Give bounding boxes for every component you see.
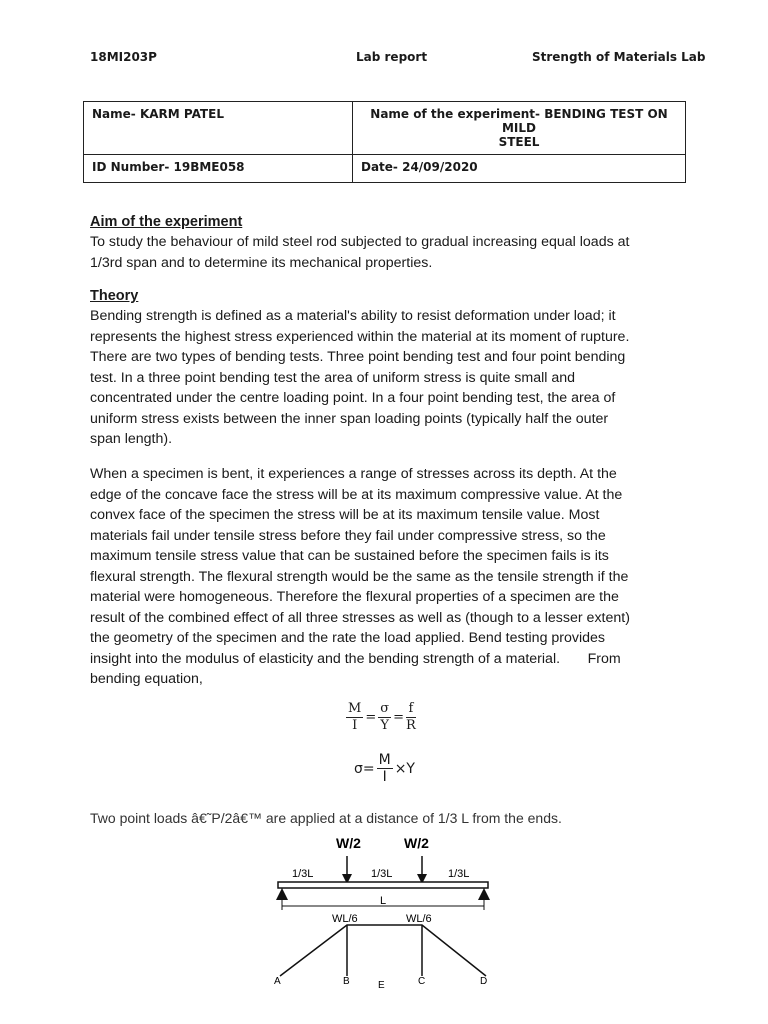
info-table: [83, 101, 686, 183]
eq-denominator: I: [352, 718, 358, 733]
theory-line: test. In a three point bending test the area of uniform stress is quite small and: [90, 369, 576, 386]
theory-line: concentrated under the centre loading point. In a four point bending test, the area of: [90, 390, 616, 406]
fraction-m-over-i: [377, 752, 393, 785]
eq-numerator: M: [378, 752, 391, 768]
theory-line: represents the highest stress experienced within the material at its moment of rupture.: [90, 328, 630, 345]
eq-denominator: I: [382, 769, 387, 785]
theory-line: edge of the concave face the stress will be at its maximum compressive value. At the: [90, 486, 623, 503]
point-label-d: D: [480, 976, 488, 987]
id-number-cell: ID Number- 19BME058: [84, 155, 353, 183]
segment-label-right: 1/3L: [448, 868, 470, 880]
theory-line: the geometry of the specimen and the rate the load applied. Bend testing provides: [90, 630, 606, 646]
eq-lhs: σ=: [354, 760, 375, 777]
theory-line: maximum tensile stress value that can be sustained before the specimen fails is its: [90, 548, 609, 564]
point-label-b: B: [343, 976, 350, 987]
load-label-right: W/2: [404, 835, 429, 851]
experiment-name-line2: STEEL: [498, 135, 540, 149]
theory-line: uniform stress exists between the inner span loading points (typically half the outer: [90, 410, 609, 427]
eq-rhs: ×Y: [394, 760, 415, 777]
segment-label-left: 1/3L: [292, 868, 314, 880]
course-code: 18MI203P: [90, 50, 157, 64]
theory-paragraph-2: [90, 464, 680, 690]
eq-denominator: R: [406, 718, 416, 733]
bending-equation: [346, 701, 416, 734]
eq-numerator: M: [348, 701, 362, 716]
theory-line: flexural strength. The flexural strength would be the same as the tensile strength if the: [90, 568, 629, 585]
equals-sign: =: [365, 710, 377, 725]
date-cell: Date- 24/09/2020: [353, 155, 686, 183]
theory-line: material were homogeneous. Therefore the flexural properties of a specimen are the: [90, 589, 619, 605]
load-label-left: W/2: [336, 835, 361, 851]
eq-numerator: σ: [380, 701, 390, 716]
document-type: Lab report: [356, 50, 428, 64]
theory-line: Bending strength is defined as a material's ability to resist deformation under load; it: [90, 308, 616, 324]
stress-equation: [352, 752, 417, 785]
fraction-sigma-over-y: [378, 701, 391, 734]
moment-label-right: WL/6: [406, 913, 432, 925]
experiment-name-line1: Name of the experiment- BENDING TEST ON MILD: [370, 107, 668, 135]
aim-section: [90, 212, 680, 273]
theory-line: convex face of the specimen the stress will be at its maximum tensile value. Most: [90, 507, 600, 523]
theory-line: insight into the modulus of elasticity and the bending strength of a material. From: [90, 650, 621, 667]
eq-numerator: f: [406, 701, 416, 718]
student-name-cell: Name- KARM PATEL: [84, 102, 353, 155]
point-label-e: E: [378, 980, 385, 990]
theory-line: materials fail under tensile stress before they fail under compressive stress, so the: [90, 527, 606, 544]
point-label-c: C: [418, 976, 426, 987]
theory-line: bending equation,: [90, 671, 203, 687]
theory-section: [90, 286, 680, 450]
eq-denominator: Y: [380, 718, 389, 733]
moment-diagram-outline: [280, 925, 486, 976]
span-label: L: [380, 895, 387, 907]
segment-label-mid: 1/3L: [371, 868, 393, 880]
moment-label-left: WL/6: [332, 913, 358, 925]
beam-diagram: [268, 826, 500, 990]
fraction-f-over-r: [406, 701, 416, 734]
equals-sign: =: [393, 710, 404, 725]
aim-line: To study the behaviour of mild steel rod subjected to gradual increasing equal loads at: [90, 234, 630, 250]
lab-name: Strength of Materials Lab: [532, 50, 706, 64]
point-label-a: A: [274, 976, 281, 987]
theory-heading: Theory: [90, 288, 139, 304]
theory-line: There are two types of bending tests. Three point bending test and four point bending: [90, 349, 626, 365]
fraction-m-over-i: [346, 701, 363, 734]
loads-description: Two point loads â€˜P/2â€™ are applied at a distance of 1/3 L from the ends.: [90, 810, 562, 826]
aim-heading: Aim of the experiment: [90, 214, 243, 230]
theory-line: When a specimen is bent, it experiences a range of stresses across its depth. At the: [90, 466, 617, 482]
theory-line: result of the combined effect of all three stresses as well as (though to a lesser extent): [90, 609, 630, 626]
aim-line: 1/3rd span and to determine its mechanical properties.: [90, 254, 433, 271]
experiment-name-cell: [353, 102, 686, 155]
theory-line: span length).: [90, 431, 173, 447]
beam: [278, 882, 488, 888]
